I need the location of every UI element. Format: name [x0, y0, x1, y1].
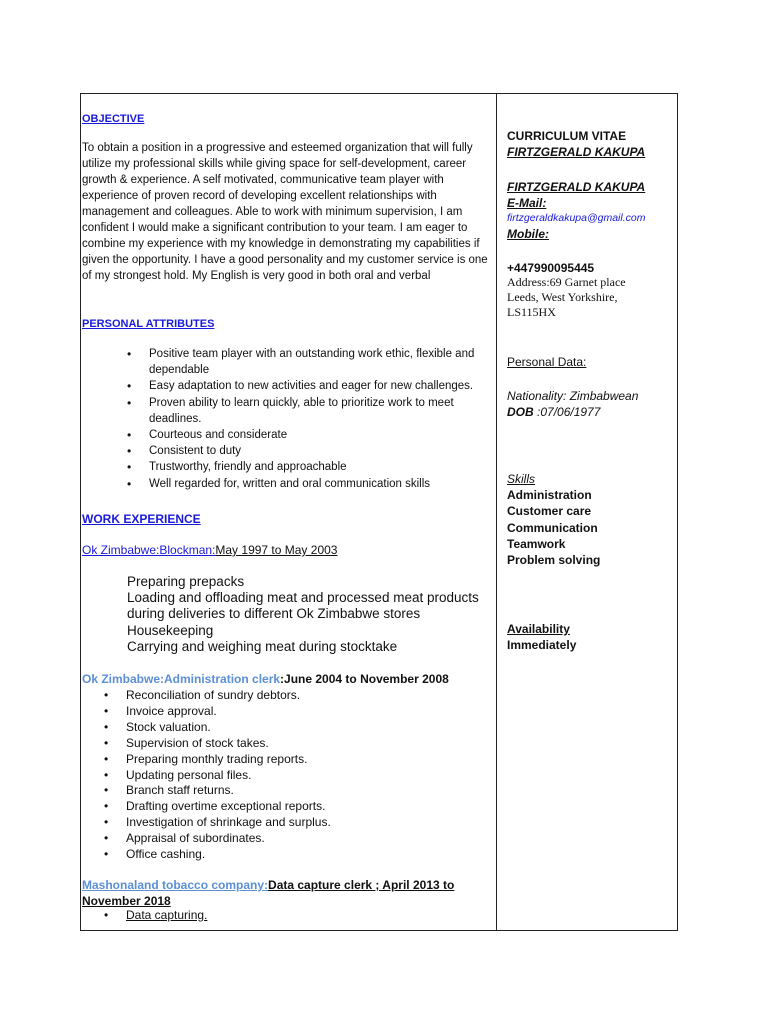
availability-heading: Availability [507, 622, 570, 636]
list-item: • Supervision of stock takes. [126, 736, 486, 752]
job3-duties [126, 908, 486, 924]
list-item: Teamwork [507, 536, 566, 551]
list-item: • Appraisal of subordinates. [126, 831, 486, 847]
email-label: E-Mail: [507, 196, 547, 210]
nationality-value: : Zimbabwean [563, 389, 639, 403]
nationality-label: Nationality [507, 389, 564, 403]
address-line-1: Address:69 Garnet place [507, 275, 626, 289]
list-item: • Drafting overtime exceptional reports. [126, 799, 486, 815]
work-heading: WORK EXPERIENCE [82, 512, 201, 526]
list-item: • Branch staff returns. [126, 783, 486, 799]
list-item: Housekeeping [127, 622, 214, 638]
list-item: Carrying and weighing meat during stocktake [127, 638, 398, 654]
list-item: • Courteous and considerate [149, 427, 479, 443]
skills-heading: Skills [507, 472, 536, 486]
list-item: Administration [507, 488, 592, 502]
address-line-3: LS115HX [507, 305, 556, 319]
cv-table [80, 93, 678, 931]
list-item: • Trustworthy, friendly and approachable [149, 459, 479, 475]
job1-company: Ok Zimbabwe:Blockman: [82, 543, 216, 557]
mobile-label: Mobile: [507, 227, 549, 241]
list-item: • Consistent to duty [149, 443, 479, 459]
job2-period: :June 2004 to November 2008 [280, 672, 449, 686]
objective-text: To obtain a position in a progressive and esteemed organization that will fully utilize my professional skills while giving space for self-development, career growth & experience. A self motivated, communicative team player with experience of proven record of developing excellent relationships with management and colleagues. Able to work with minimum supervision, I am confident I would make a significant contribution to your team. I am eager to combine my experience with my knowledge in demonstrating my capabilities if given the opportunity. I have a good personality and my customer service is one of my strongest hold. My English is very good in both oral and verbal [82, 142, 488, 282]
objective-heading: OBJECTIVE [82, 113, 145, 125]
list-item: • Invoice approval. [126, 704, 486, 720]
email-value: firtzgeraldkakupa@gmail.com [507, 212, 646, 224]
list-item: Preparing prepacks [127, 574, 245, 589]
dob-label: DOB [507, 405, 534, 419]
list-item: • Preparing monthly trading reports. [126, 752, 486, 768]
job2-duties [126, 688, 486, 863]
job1-title [82, 542, 337, 558]
skills-list [507, 487, 679, 568]
job3-period: Data capture clerk ; April 2013 to November 2018 [82, 878, 455, 908]
nationality-row [507, 388, 679, 404]
job1-duties [127, 574, 495, 655]
attributes-heading: PERSONAL ATTRIBUTES [82, 318, 215, 330]
name-top: FIRTZGERALD KAKUPA [507, 145, 646, 159]
list-item: • Data capturing. [126, 908, 486, 924]
list-item: • Positive team player with an outstanding work ethic, flexible and dependable [149, 346, 479, 378]
job3-company: Mashonaland tobacco company: [82, 878, 269, 892]
phone-value: +447990095445 [507, 261, 595, 275]
list-item: Customer care [507, 504, 592, 519]
attributes-list [149, 346, 479, 492]
list-item: Communication [507, 520, 598, 535]
job2-company: Ok Zimbabwe:Administration clerk [82, 672, 281, 686]
job1-period: May 1997 to May 2003 [215, 543, 338, 557]
name-second: FIRTZGERALD KAKUPA [507, 180, 646, 194]
availability-value: Immediately [507, 638, 577, 652]
column-divider [496, 94, 497, 930]
list-item: Problem solving [507, 553, 601, 568]
list-item: • Investigation of shrinkage and surplus. [126, 815, 486, 831]
job3-title [82, 877, 492, 909]
address-line-2: Leeds, West Yorkshire, [507, 290, 618, 304]
list-item: • Proven ability to learn quickly, able to prioritize work to meet deadlines. [149, 395, 479, 427]
list-item: • Office cashing. [126, 847, 486, 863]
list-item: • Updating personal files. [126, 768, 486, 784]
cv-title: CURRICULUM VITAE [507, 129, 627, 143]
dob-value: :07/06/1977 [533, 405, 601, 419]
personal-heading: Personal Data: [507, 355, 587, 369]
job2-title [82, 671, 449, 687]
list-item: • Easy adaptation to new activities and eager for new challenges. [149, 378, 479, 394]
list-item: • Reconciliation of sundry debtors. [126, 688, 486, 704]
list-item: • Stock valuation. [126, 720, 486, 736]
dob-row [507, 404, 679, 420]
list-item: • Well regarded for, written and oral communication skills [149, 476, 479, 492]
list-item: Loading and offloading meat and processed meat products during deliveries to different Ok Zimbabwe stores [127, 590, 479, 622]
